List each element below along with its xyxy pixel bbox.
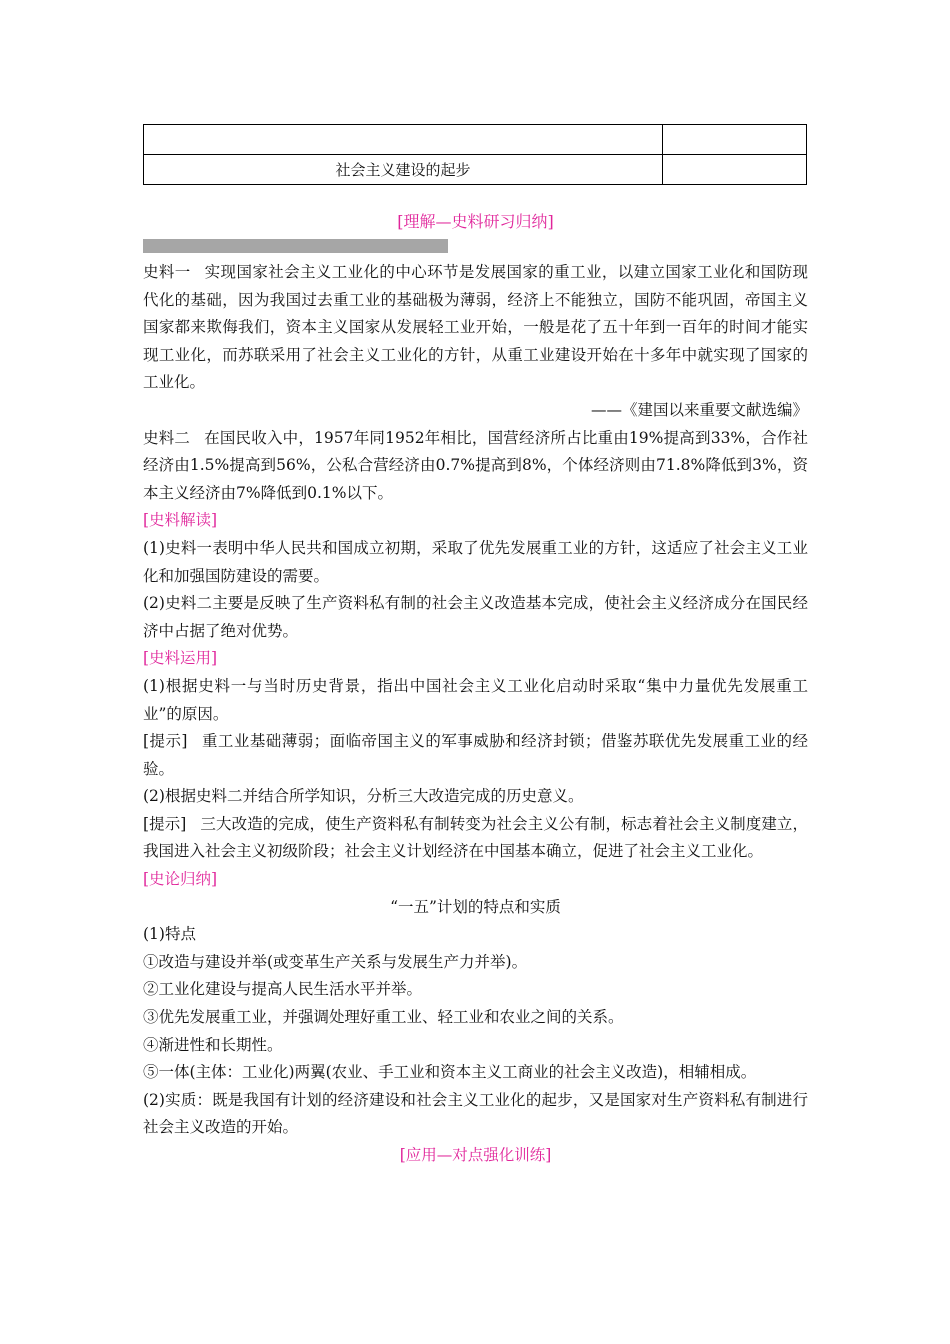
section-heading-understanding: [理解—史料研习归纳]	[397, 212, 554, 231]
hint-label: [提示]	[143, 732, 188, 751]
summary-point: ①改造与建设并举(或变革生产关系与发展生产力并举)。	[143, 952, 528, 971]
summary-point: ④渐进性和长期性。	[143, 1035, 283, 1054]
summary-title: “一五”计划的特点和实质	[390, 897, 561, 916]
application-question-1: (1)根据史料一与当时历史背景，指出中国社会主义工业化启动时采取“集中力量优先发展重工业”的原因。	[143, 676, 808, 723]
application-question-2: (2)根据史料二并结合所学知识，分析三大改造完成的历史意义。	[143, 787, 584, 806]
table-cell	[144, 125, 663, 155]
summary-point: ②工业化建设与提高人民生活水平并举。	[143, 980, 423, 999]
document-body	[143, 259, 808, 1170]
lesson-header-table	[143, 124, 807, 185]
document-page	[143, 124, 808, 1170]
table-cell	[663, 155, 807, 185]
hint-text: 重工业基础薄弱；面临帝国主义的军事威胁和经济封锁；借鉴苏联优先发展重工业的经验。	[143, 732, 808, 778]
source-two-text: 在国民收入中，1957年同1952年相比，国营经济所占比重由19%提高到33%，合作社经济由1.5%提高到56%，公私合营经济由0.7%提高到8%，个体经济则由71.8%降低到3%，资本主义经济由7%降低到0.1%以下。	[143, 428, 808, 502]
decorative-bar	[143, 239, 448, 253]
source-two-label: 史料二	[143, 428, 191, 447]
summary-point: ⑤一体(主体：工业化)两翼(农业、手工业和资本主义工商业的社会主义改造)，相辅相成。	[143, 1063, 757, 1082]
interpretation-item: (2)史料二主要是反映了生产资料私有制的社会主义改造基本完成，使社会主义经济成分在国民经济中占据了绝对优势。	[143, 594, 808, 640]
lesson-title: 社会主义建设的起步	[144, 155, 663, 185]
table-cell	[663, 125, 807, 155]
source-one-citation: ——《建国以来重要文献选编》	[590, 400, 808, 419]
interpretation-item: (1)史料一表明中华人民共和国成立初期，采取了优先发展重工业的方针，这适应了社会主义工业化和加强国防建设的需要。	[143, 538, 808, 585]
interpretation-heading: [史料解读]	[143, 511, 218, 530]
source-two	[143, 425, 808, 508]
summary-heading: [史论归纳]	[143, 870, 218, 889]
application-hint-1	[143, 728, 808, 783]
table-row	[144, 125, 807, 155]
source-one-label: 史料一	[143, 263, 191, 281]
summary-essence: (2)实质：既是我国有计划的经济建设和社会主义工业化的起步，又是国家对生产资料私有制进行社会主义改造的开始。	[143, 1090, 808, 1137]
summary-point: ③优先发展重工业，并强调处理好重工业、轻工业和农业之间的关系。	[143, 1008, 624, 1027]
hint-text: 三大改造的完成，使生产资料私有制转变为社会主义公有制，标志着社会主义制度建立，我国进入社会主义初级阶段；社会主义计划经济在中国基本确立，促进了社会主义工业化。	[143, 814, 808, 861]
application-heading: [史料运用]	[143, 649, 218, 668]
source-one	[143, 259, 808, 397]
summary-subheading: (1)特点	[143, 925, 196, 944]
hint-label: [提示]	[143, 814, 187, 833]
source-one-text: 实现国家社会主义工业化的中心环节是发展国家的重工业，以建立国家工业化和国防现代化的基础，因为我国过去重工业的基础极为薄弱，经济上不能独立，国防不能巩固，帝国主义国家都来欺侮我们，资本主义国家从发展轻工业开始，一般是花了五十年到一百年的时间才能实现工业化，而苏联采用了社会主义工业化的方针，从重工业建设开始在十多年中就实现了国家的工业化。	[143, 263, 808, 392]
table-row	[144, 155, 807, 185]
section-heading-practice: [应用—对点强化训练]	[399, 1146, 552, 1164]
application-hint-2	[143, 811, 808, 866]
